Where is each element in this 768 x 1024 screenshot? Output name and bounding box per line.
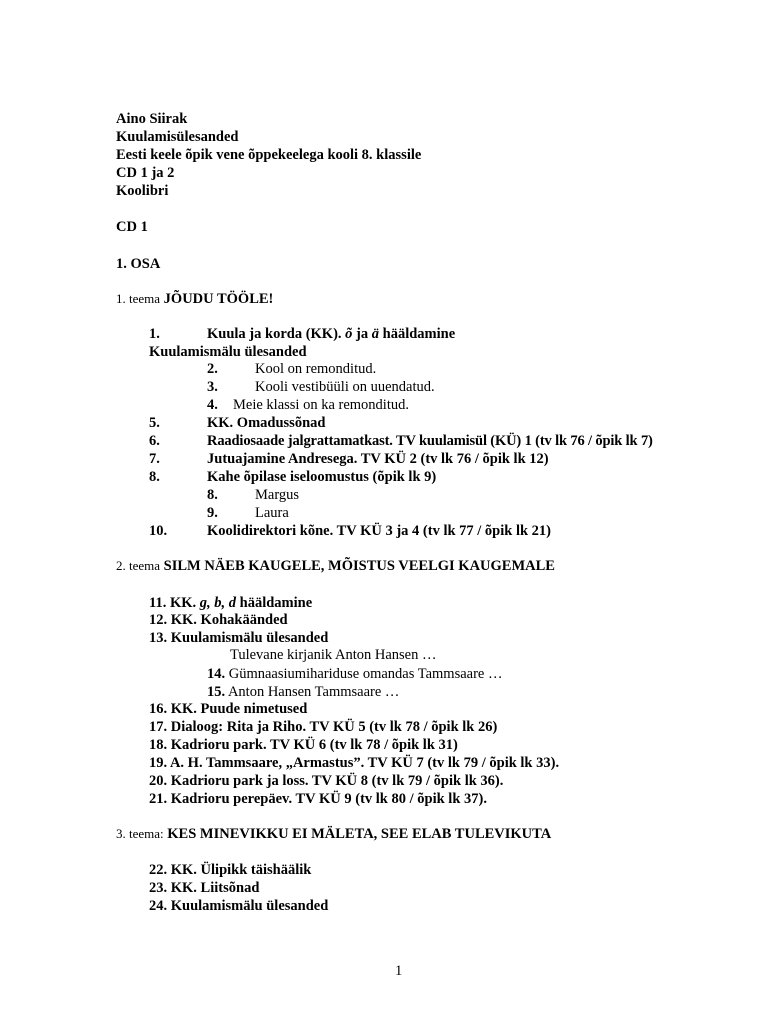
item-number: 6.: [149, 433, 160, 449]
item-text: Koolidirektori kõne. TV KÜ 3 ja 4 (tv lk 77 / õpik lk 21): [207, 523, 552, 539]
sub-item-text: Tulevane kirjanik Anton Hansen …: [230, 647, 437, 663]
item-number: 10.: [149, 523, 168, 539]
theme-prefix: 1. teema: [116, 291, 161, 306]
document-subtitle: Eesti keele õpik vene õppekeelega kooli 8. klassile: [116, 147, 422, 163]
item-text: Kahe õpilase iseloomustus (õpik lk 9): [207, 469, 437, 485]
page-number: 1: [395, 963, 403, 979]
list-item: 12. KK. Kohakäänded: [149, 612, 288, 628]
theme-title: JÕUDU TÖÖLE!: [163, 291, 274, 307]
item-number: 8.: [149, 469, 160, 485]
cd-info: CD 1 ja 2: [116, 165, 175, 181]
part-heading: 1. OSA: [116, 256, 161, 272]
author: Aino Siirak: [116, 111, 188, 127]
list-item: 20. Kadrioru park ja loss. TV KÜ 8 (tv lk 79 / õpik lk 36).: [149, 773, 504, 789]
sub-item-text: Kool on remonditud.: [255, 361, 377, 377]
sub-item-text: Kooli vestibüüli on uuendatud.: [255, 379, 435, 395]
item-text: KK. Omadussõnad: [207, 415, 326, 431]
theme-title: KES MINEVIKKU EI MÄLETA, SEE ELAB TULEVIKUTA: [167, 826, 552, 842]
sub-item-text: Laura: [255, 505, 289, 521]
list-item: 21. Kadrioru perepäev. TV KÜ 9 (tv lk 80 / õpik lk 37).: [149, 791, 487, 807]
list-item: 11. KK. g, b, d hääldamine: [149, 595, 313, 611]
cd-heading: CD 1: [116, 219, 148, 235]
theme-prefix: 2. teema: [116, 558, 161, 573]
sub-item-number: 9.: [207, 505, 218, 521]
item-number: 7.: [149, 451, 160, 467]
list-item: 19. A. H. Tammsaare, „Armastus”. TV KÜ 7 (tv lk 79 / õpik lk 33).: [149, 755, 560, 771]
list-item: 16. KK. Puude nimetused: [149, 701, 308, 717]
list-item: 17. Dialoog: Rita ja Riho. TV KÜ 5 (tv lk 78 / õpik lk 26): [149, 719, 498, 735]
item-text: Raadiosaade jalgrattamatkast. TV kuulamisül (KÜ) 1 (tv lk 76 / õpik lk 7): [207, 433, 653, 449]
document-title: Kuulamisülesanded: [116, 129, 239, 145]
publisher: Koolibri: [116, 183, 169, 199]
item-text: Kuula ja korda (KK). õ ja ä hääldamine: [207, 326, 456, 342]
theme-2-heading: [116, 557, 555, 575]
sub-item-number: 2.: [207, 361, 218, 377]
sub-item-text: Meie klassi on ka remonditud.: [233, 397, 409, 413]
item-text: Jutuajamine Andresega. TV KÜ 2 (tv lk 76 / õpik lk 12): [207, 451, 549, 467]
theme-1-heading: [116, 290, 273, 308]
theme-title: SILM NÄEB KAUGELE, MÕISTUS VEELGI KAUGEMALE: [163, 558, 555, 574]
sub-item: 15. Anton Hansen Tammsaare …: [207, 684, 400, 700]
sub-item-number: 3.: [207, 379, 218, 395]
theme-3-heading: [116, 825, 551, 843]
sub-item: 14. Gümnaasiumihariduse omandas Tammsaare …: [207, 666, 503, 682]
list-item: 18. Kadrioru park. TV KÜ 6 (tv lk 78 / õpik lk 31): [149, 737, 458, 753]
list-item: 13. Kuulamismälu ülesanded: [149, 630, 329, 646]
sub-item-text: Margus: [255, 487, 300, 503]
memory-heading: Kuulamismälu ülesanded: [149, 344, 307, 360]
list-item: 23. KK. Liitsõnad: [149, 880, 260, 896]
item-number: 5.: [149, 415, 160, 431]
list-item: 22. KK. Ülipikk täishäälik: [149, 862, 312, 878]
item-number: 1.: [149, 326, 160, 342]
sub-item-number: 8.: [207, 487, 218, 503]
sub-item-number: 4.: [207, 397, 218, 413]
list-item: 24. Kuulamismälu ülesanded: [149, 898, 329, 914]
theme-prefix: 3. teema:: [116, 826, 164, 841]
